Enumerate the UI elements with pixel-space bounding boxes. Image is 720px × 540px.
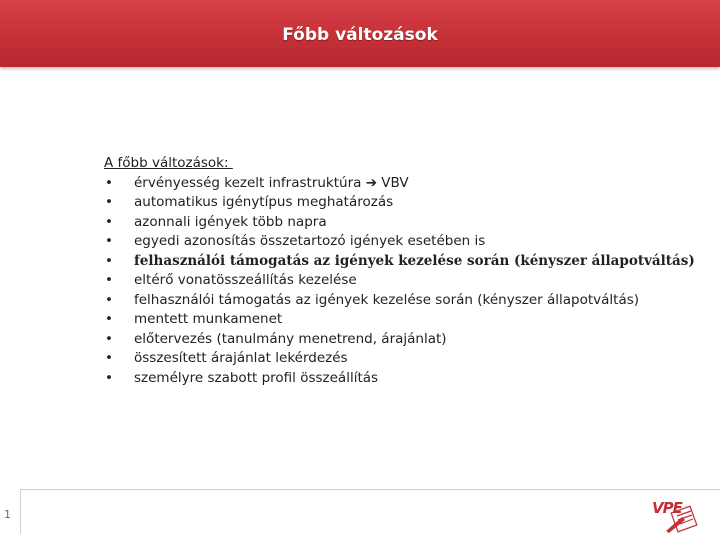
arrow-right-icon: ➔ [365, 174, 378, 191]
list-item [104, 193, 704, 213]
bullet-icon: • [105, 350, 113, 366]
item-text: előtervezés (tanulmány menetrend, árajánlat) [134, 330, 447, 347]
bullet-icon: • [105, 233, 113, 249]
item-text: felhasználói támogatás az igények kezelése során (kényszer állapotváltás) [134, 291, 640, 308]
list-item [104, 271, 704, 291]
item-text-bold: felhasználói támogatás az igények kezelése során (kényszer állapotváltás) [134, 252, 695, 269]
list-item [104, 310, 704, 330]
bullet-icon: • [105, 311, 113, 327]
intro-text: A főbb változások: [104, 155, 233, 171]
bullet-icon: • [105, 272, 113, 288]
bullet-icon: • [105, 194, 113, 210]
item-text: eltérő vonatösszeállítás kezelése [134, 272, 357, 288]
list-item [104, 330, 704, 350]
item-text: személyre szabott profil összeállítás [134, 369, 379, 386]
item-text: automatikus igénytípus meghatározás [134, 194, 394, 210]
change-list [104, 174, 704, 389]
bullet-icon: • [105, 213, 113, 230]
item-text: összesített árajánlat lekérdezés [134, 350, 348, 366]
list-item [104, 349, 704, 369]
item-text-end: VBV [377, 174, 409, 191]
bullet-icon: • [105, 369, 113, 386]
logo-text: VPE [652, 499, 682, 517]
item-text: azonnali igények több napra [134, 213, 327, 230]
vpe-logo [652, 495, 700, 535]
slide-content [104, 154, 704, 388]
list-item [104, 252, 704, 272]
bullet-icon: • [105, 291, 113, 308]
bullet-icon: • [105, 330, 113, 347]
list-item [104, 232, 704, 252]
list-item [104, 213, 704, 233]
bullet-icon: • [105, 174, 113, 191]
list-item [104, 291, 704, 311]
bullet-icon: • [105, 252, 113, 269]
slide-title: Főbb változások [282, 25, 438, 45]
page-number: 1 [4, 508, 11, 521]
list-item [104, 174, 704, 194]
item-text: egyedi azonosítás összetartozó igények esetében is [134, 233, 486, 249]
footer-divider-vertical [20, 489, 21, 534]
item-text: mentett munkamenet [134, 311, 283, 327]
footer-divider [20, 489, 720, 490]
list-item [104, 369, 704, 389]
logo-pen-icon [652, 495, 700, 535]
item-text-start: érvényesség kezelt infrastruktúra [134, 174, 366, 191]
